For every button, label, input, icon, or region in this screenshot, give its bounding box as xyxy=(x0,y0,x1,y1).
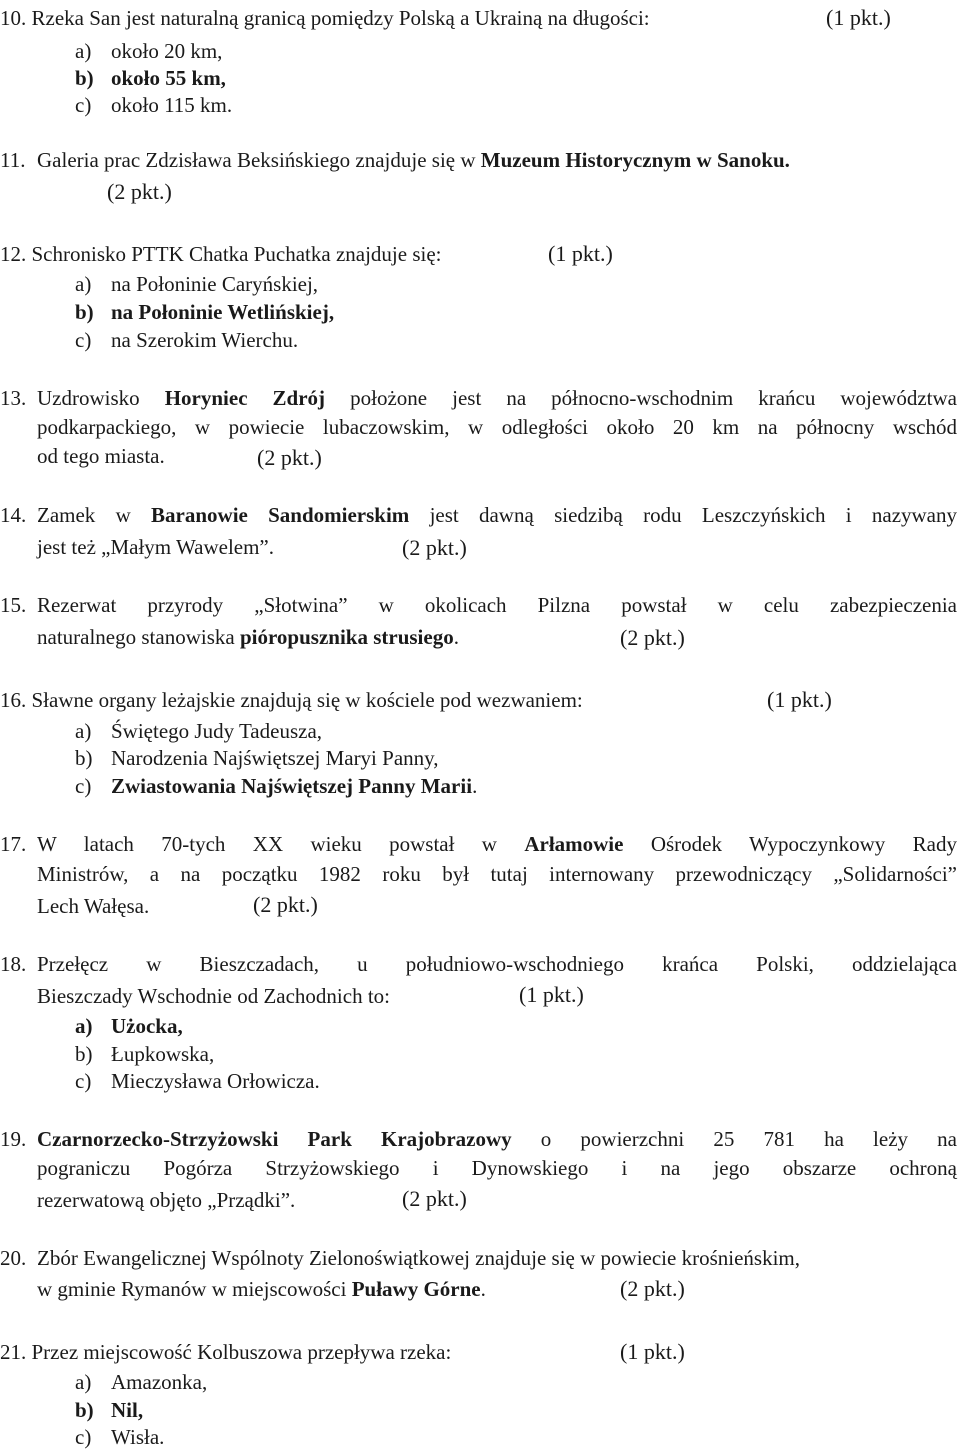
option-label: b) xyxy=(75,1042,93,1066)
option-10-a xyxy=(75,39,222,63)
question-bold-text: Muzeum Historycznym w Sanoku. xyxy=(480,148,790,172)
option-label: c) xyxy=(75,328,92,352)
option-text: około 20 km, xyxy=(111,39,223,63)
option-label: c) xyxy=(75,1069,92,1093)
option-21-a xyxy=(75,1370,207,1394)
question-17-line-3: Lech Wałęsa. xyxy=(37,894,150,918)
option-label: b) xyxy=(75,1398,94,1422)
points-12: (1 pkt.) xyxy=(548,241,613,266)
option-text: na Połoninie Caryńskiej, xyxy=(111,272,319,296)
option-text: około 55 km, xyxy=(111,66,226,90)
points-14: (2 pkt.) xyxy=(402,535,467,560)
points-21: (1 pkt.) xyxy=(620,1339,685,1364)
option-text: Nil, xyxy=(111,1398,144,1422)
points-19: (2 pkt.) xyxy=(402,1186,467,1211)
option-label: c) xyxy=(75,93,92,117)
question-number-18: 18. xyxy=(0,952,27,976)
question-14-line-2: jest też „Małym Wawelem”. xyxy=(37,535,274,559)
points-20: (2 pkt.) xyxy=(620,1276,685,1301)
option-18-a xyxy=(75,1014,183,1038)
option-text: Zwiastowania Najświętszej Panny Marii xyxy=(111,774,473,798)
option-12-a xyxy=(75,272,318,296)
question-14-line-1 xyxy=(37,503,957,527)
question-18-line-2: Bieszczady Wschodnie od Zachodnich to: xyxy=(37,984,391,1008)
option-18-c xyxy=(75,1069,320,1093)
points-17: (2 pkt.) xyxy=(253,892,318,917)
question-13-line-3: od tego miasta. xyxy=(37,444,165,468)
question-19-line-2: pograniczu Pogórza Strzyżowskiego i Dynowskiego i na jego obszarze ochroną xyxy=(37,1156,957,1180)
option-12-c xyxy=(75,328,298,352)
question-19-line-1 xyxy=(37,1127,957,1151)
question-number-13: 13. xyxy=(0,386,27,410)
option-10-b xyxy=(75,66,226,90)
question-number-19: 19. xyxy=(0,1127,27,1151)
question-text: Zamek w xyxy=(37,503,152,527)
option-text: Użocka, xyxy=(111,1014,183,1038)
question-text: Galeria prac Zdzisława Beksińskiego znajduje się w xyxy=(37,148,481,172)
question-text: położone jest na północno-wschodnim krańcu województwa xyxy=(325,386,958,410)
question-13-line-1 xyxy=(37,386,957,410)
option-18-b xyxy=(75,1042,214,1066)
question-number-15: 15. xyxy=(0,593,27,617)
question-15-line-2 xyxy=(37,625,459,649)
question-bold-text: pióropusznika strusiego xyxy=(239,625,454,649)
question-20-line-1: Zbór Ewangelicznej Wspólnoty Zielonoświątkowej znajduje się w powiecie krośnieńskim, xyxy=(37,1246,801,1270)
question-number-17: 17. xyxy=(0,832,27,856)
option-label: b) xyxy=(75,66,94,90)
question-10: 10. Rzeka San jest naturalną granicą pomiędzy Polską a Ukrainą na długości: xyxy=(0,6,650,30)
option-text: Mieczysława Orłowicza. xyxy=(111,1069,320,1093)
question-text: Ośrodek Wypoczynkowy Rady xyxy=(623,832,957,856)
question-text: w gminie Rymanów w miejscowości xyxy=(37,1277,352,1301)
option-10-c xyxy=(75,93,232,117)
question-bold-text: Czarnorzecko-Strzyżowski Park Krajobrazowy xyxy=(37,1127,512,1151)
option-label: a) xyxy=(75,719,92,743)
question-15-line-1: Rezerwat przyrody „Słotwina” w okolicach Pilzna powstał w celu zabezpieczenia xyxy=(37,593,957,617)
option-16-c xyxy=(75,774,477,798)
option-text: około 115 km. xyxy=(111,93,233,117)
option-label: a) xyxy=(75,39,92,63)
option-16-b xyxy=(75,746,439,770)
points-13: (2 pkt.) xyxy=(257,445,322,470)
question-bold-text: Arłamowie xyxy=(524,832,624,856)
question-11 xyxy=(37,148,790,172)
question-17-line-1 xyxy=(37,832,957,856)
points-10: (1 pkt.) xyxy=(826,5,891,30)
option-label: b) xyxy=(75,300,94,324)
question-text: Uzdrowisko xyxy=(37,386,165,410)
question-19-line-3: rezerwatową objęto „Prządki”. xyxy=(37,1188,296,1212)
option-text: Amazonka, xyxy=(111,1370,208,1394)
question-text: o powierzchni 25 781 ha leży na xyxy=(511,1127,957,1151)
option-16-a xyxy=(75,719,322,743)
option-tail: . xyxy=(472,774,478,798)
question-bold-text: Puławy Górne xyxy=(351,1277,481,1301)
question-bold-text: Horyniec Zdrój xyxy=(164,386,326,410)
option-label: a) xyxy=(75,1370,92,1394)
question-text: . xyxy=(480,1277,486,1301)
option-text: na Połoninie Wetlińskiej, xyxy=(111,300,335,324)
option-label: a) xyxy=(75,272,92,296)
option-label: c) xyxy=(75,1425,92,1449)
points-16: (1 pkt.) xyxy=(767,687,832,712)
option-text: Narodzenia Najświętszej Maryi Panny, xyxy=(111,746,439,770)
option-label: a) xyxy=(75,1014,93,1038)
option-text: Świętego Judy Tadeusza, xyxy=(111,719,323,743)
option-text: Wisła. xyxy=(111,1425,165,1449)
question-13-line-2: podkarpackiego, w powiecie lubaczowskim, w odległości około 20 km na północny wschód xyxy=(37,415,957,439)
option-label: b) xyxy=(75,746,93,770)
question-number-14: 14. xyxy=(0,503,27,527)
question-18-line-1: Przełęcz w Bieszczadach, u południowo-wschodniego krańca Polski, oddzielająca xyxy=(37,952,957,976)
question-text: W latach 70-tych XX wieku powstał w xyxy=(37,832,525,856)
question-text: jest dawną siedzibą rodu Leszczyńskich i nazywany xyxy=(409,503,957,527)
question-bold-text: Baranowie Sandomierskim xyxy=(151,503,410,527)
question-12: 12. Schronisko PTTK Chatka Puchatka znajduje się: xyxy=(0,242,442,266)
question-number-11: 11. xyxy=(0,148,26,172)
option-21-b xyxy=(75,1398,143,1422)
option-text: na Szerokim Wierchu. xyxy=(111,328,299,352)
question-text: . xyxy=(453,625,459,649)
option-21-c xyxy=(75,1425,164,1449)
question-20-line-2 xyxy=(37,1277,486,1301)
points-15: (2 pkt.) xyxy=(620,625,685,650)
points-18: (1 pkt.) xyxy=(519,982,584,1007)
question-21: 21. Przez miejscowość Kolbuszowa przepływa rzeka: xyxy=(0,1340,452,1364)
option-12-b xyxy=(75,300,334,324)
option-label: c) xyxy=(75,774,92,798)
question-text: naturalnego stanowiska xyxy=(37,625,240,649)
question-17-line-2: Ministrów, a na początku 1982 roku był tutaj internowany przewodniczący „Solidarności” xyxy=(37,862,957,886)
question-16: 16. Sławne organy leżajskie znajdują się w kościele pod wezwaniem: xyxy=(0,688,583,712)
points-11: (2 pkt.) xyxy=(107,179,172,204)
question-number-20: 20. xyxy=(0,1246,27,1270)
option-text: Łupkowska, xyxy=(111,1042,215,1066)
